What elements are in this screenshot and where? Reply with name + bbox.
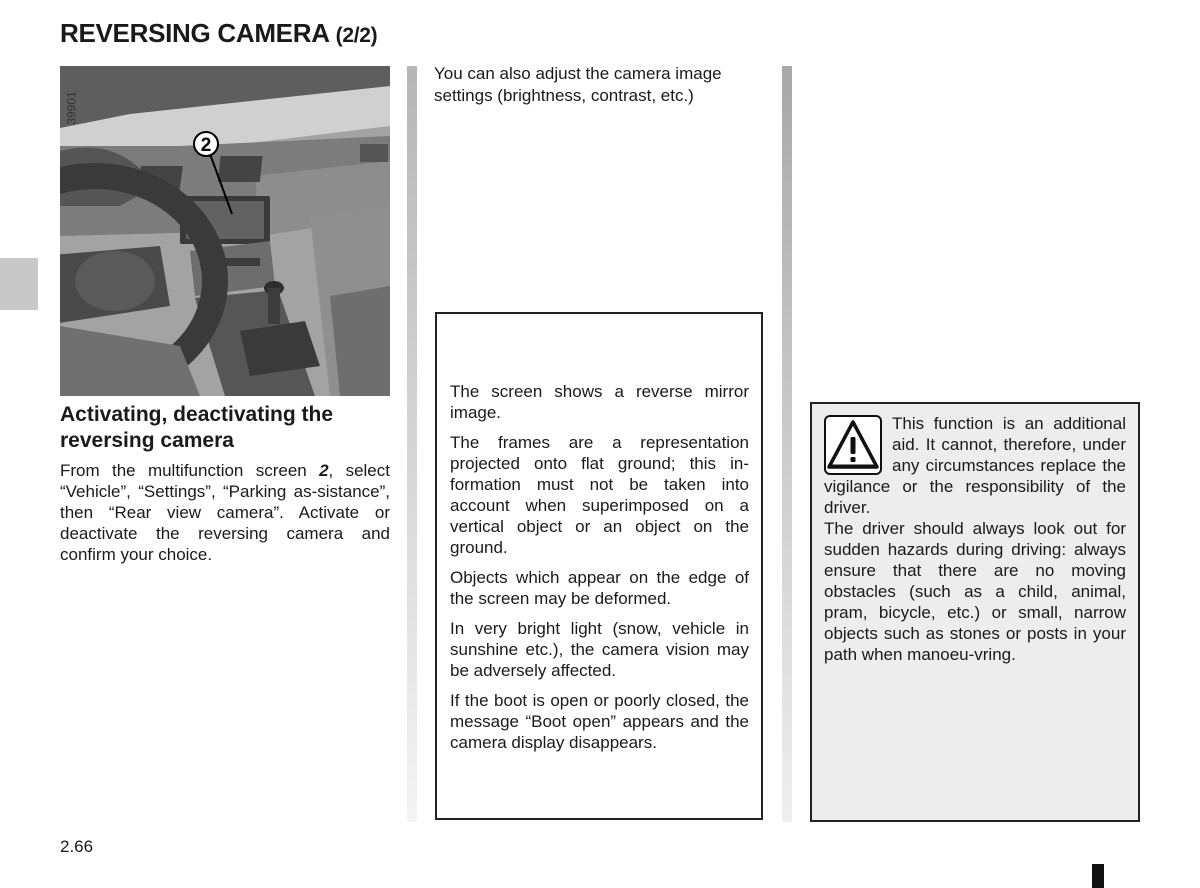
warning-box <box>810 402 1140 822</box>
chapter-tab <box>0 258 38 310</box>
warning-paragraph: The driver should always look out for sudden hazards during driving: always ensure that there are no moving obstacles (such as a child, animal, pram, bicycle, etc.) or small, narrow objects such as stones or posts in your path when manoeu-vring. <box>824 519 1126 664</box>
page-title-main: REVERSING CAMERA <box>60 18 329 48</box>
photo-code-text: 39901 <box>65 91 79 125</box>
section-body-suffix: , select “Vehicle”, “Settings”, “Parking as-sistance”, then “Rear view camera”. Activate or deactivate the reversing camera and confirm your choice. <box>60 461 390 564</box>
info-paragraph: Objects which appear on the edge of the screen may be deformed. <box>450 568 749 608</box>
warning-paragraph: This function is an additional aid. It cannot, therefore, under any circumstances replace the vigilance or the responsibility of the driver. <box>824 414 1126 517</box>
page-title <box>60 18 377 49</box>
info-paragraph: The frames are a representation projected onto flat ground; this in-formation must not be taken into account when superimposed on a vertical object or an object on the ground. <box>450 433 749 557</box>
photo-code <box>62 80 82 136</box>
info-paragraph: The screen shows a reverse mirror image. <box>450 382 749 422</box>
info-box <box>435 312 763 820</box>
settings-note: You can also adjust the camera image settings (brightness, contrast, etc.) <box>434 64 722 105</box>
section-body <box>60 460 390 565</box>
info-paragraph: In very bright light (snow, vehicle in sunshine etc.), the camera vision may be adversely affected. <box>450 619 749 680</box>
column-separator <box>782 66 792 822</box>
dashboard-photo <box>60 66 390 396</box>
page-number: 2.66 <box>60 837 94 856</box>
warning-triangle-icon <box>824 415 882 475</box>
screen-reference: 2 <box>319 461 329 480</box>
info-paragraph: If the boot is open or poorly closed, the message “Boot open” appears and the camera display disappears. <box>450 691 749 752</box>
photo-callout-label: 2 <box>200 135 212 156</box>
section-heading: Activating, deactivating the reversing camera <box>60 403 334 452</box>
column-separator <box>407 66 417 822</box>
page-title-suffix: (2/2) <box>335 24 378 47</box>
section-body-prefix: From the multifunction screen <box>60 461 320 480</box>
corner-marker <box>1092 864 1104 888</box>
